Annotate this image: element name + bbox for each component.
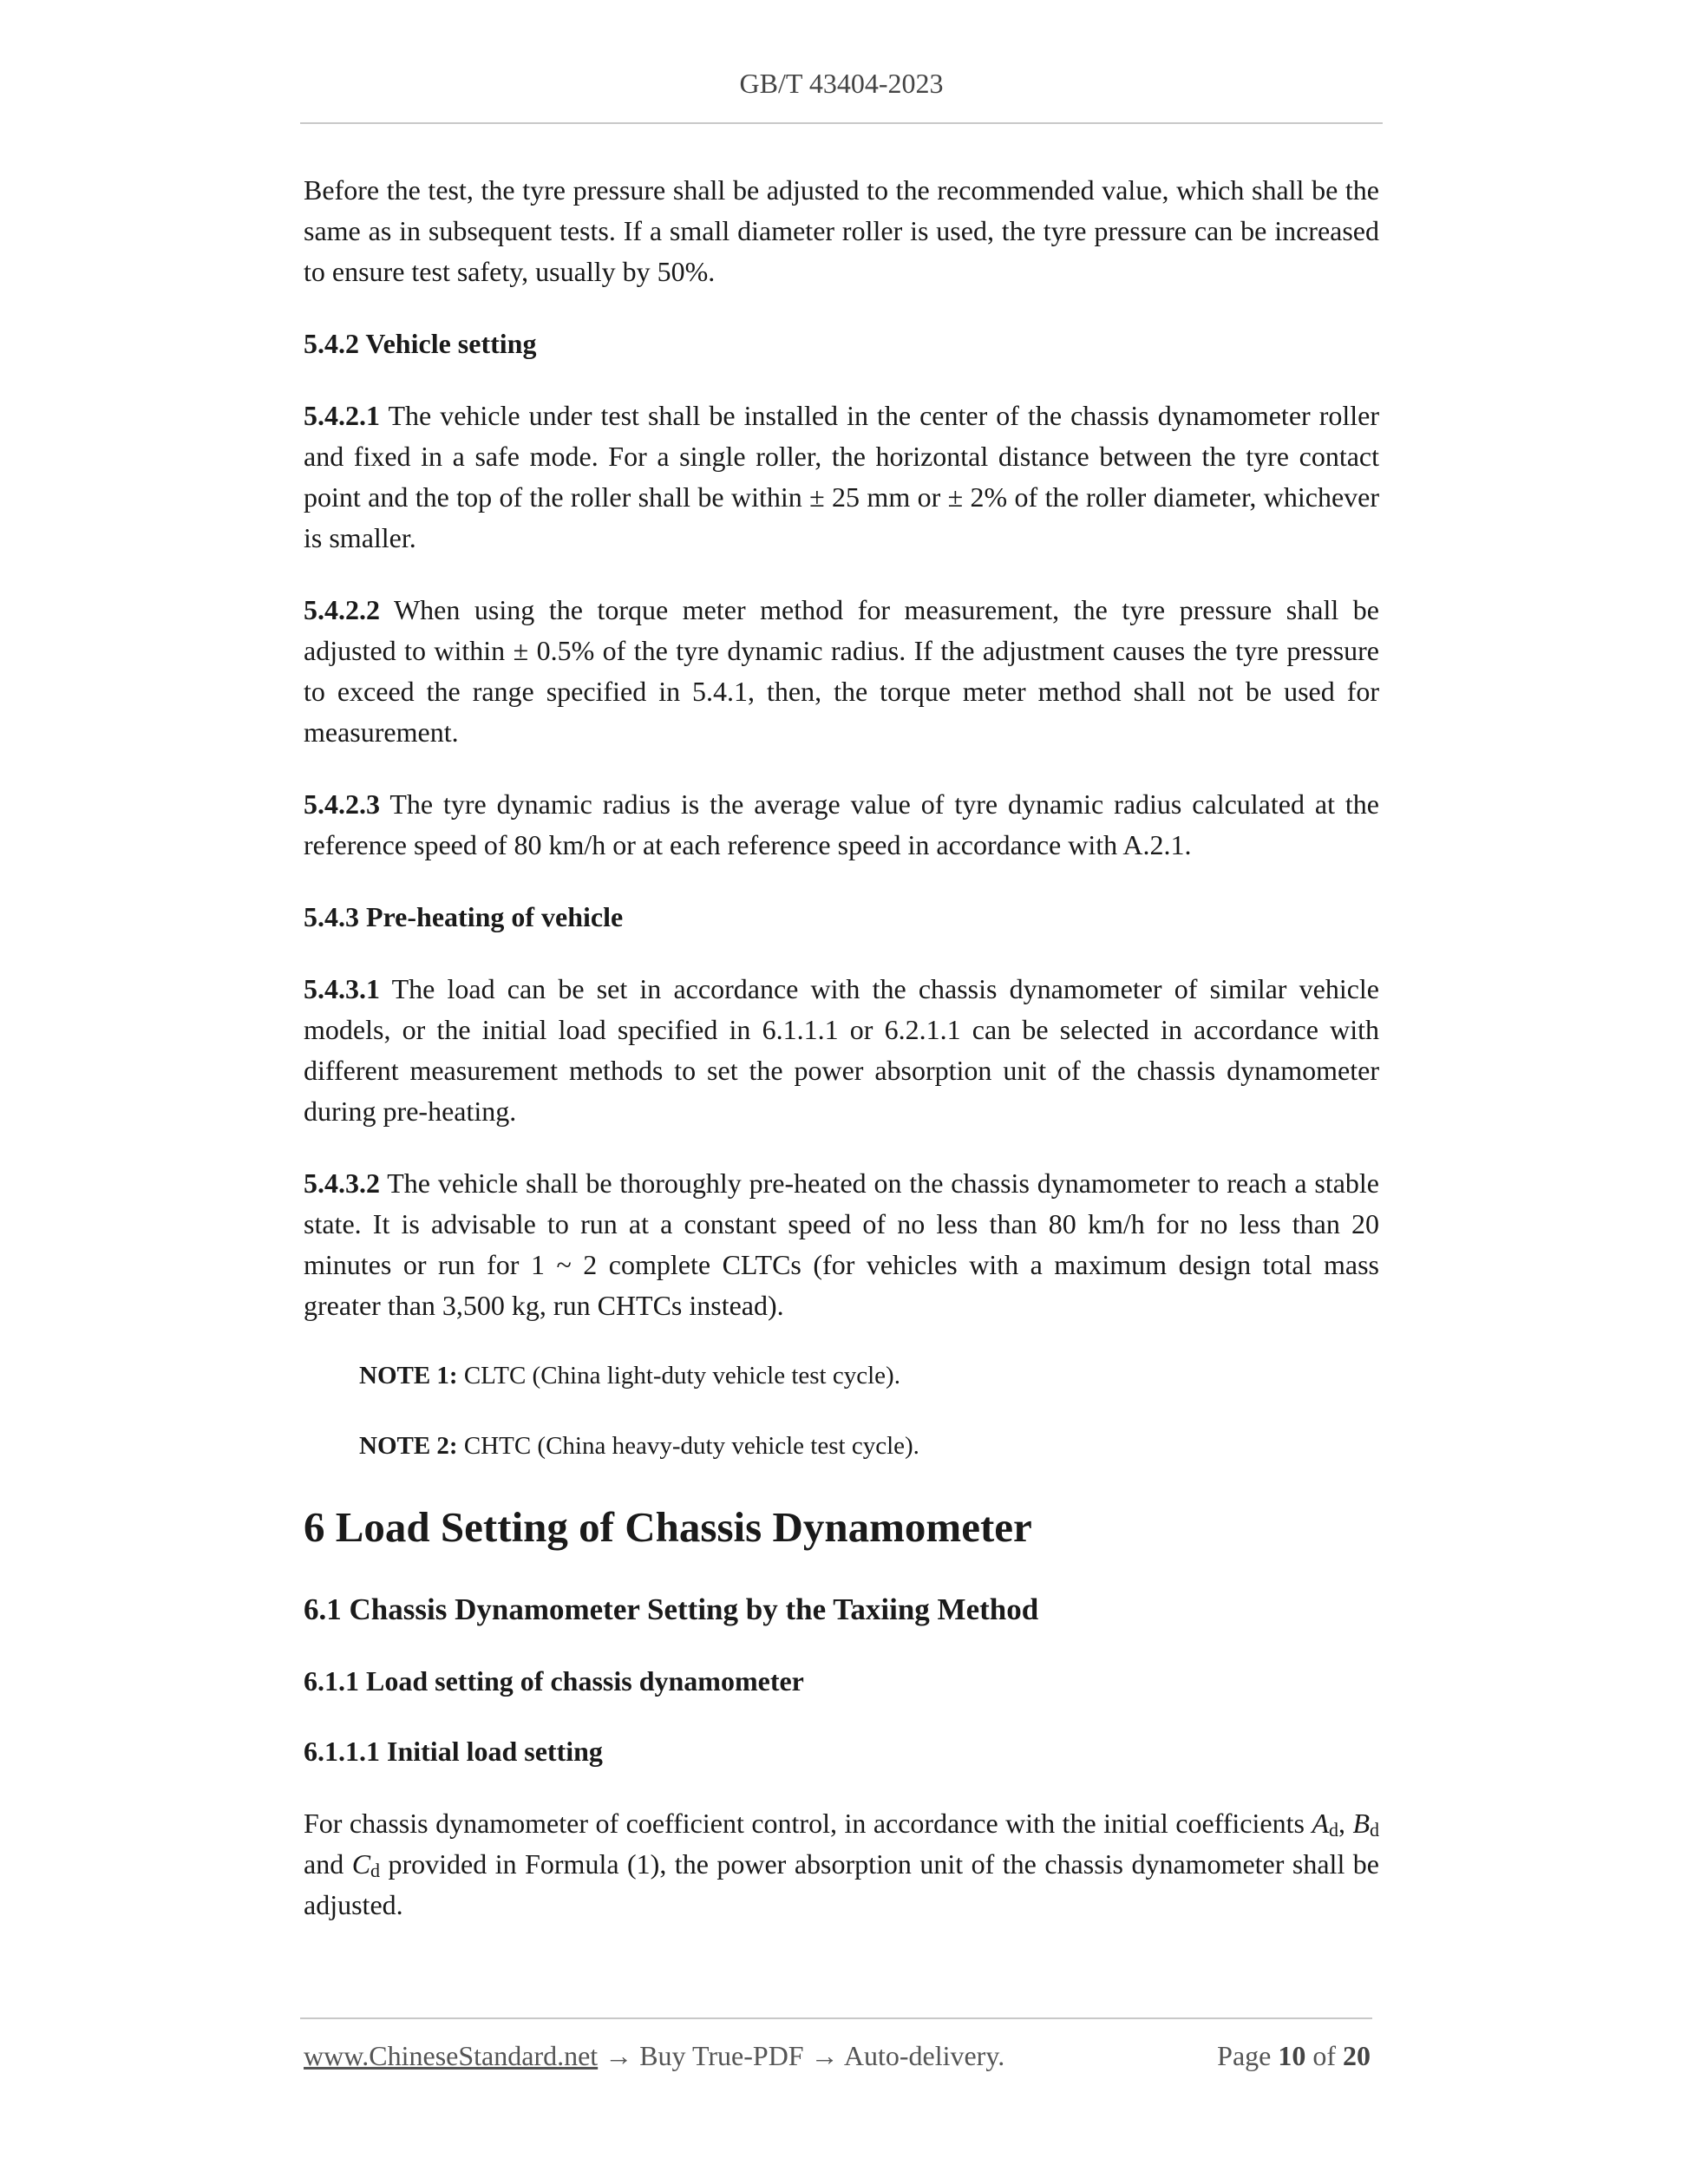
heading-5-4-3: 5.4.3 Pre-heating of vehicle (304, 901, 624, 932)
subscript-d: d (1370, 1819, 1380, 1841)
symbol-C: C (351, 1848, 371, 1880)
symbol-A: A (1312, 1808, 1329, 1839)
page-footer (304, 2037, 1371, 2075)
buy-pdf-text: Buy True-PDF (639, 2040, 804, 2071)
heading-6-1-1-1: 6.1.1.1 Initial load setting (304, 1736, 603, 1767)
clause-text: The load can be set in accordance with the chassis dynamometer of similar vehicle models, or the initial load specified in 6.1.1.1 or 6.2.1.1 can be selected in accordance with different measurement methods to set the power absorption unit of the chassis dynamometer during pre-heating. (304, 973, 1379, 1127)
clause-text: The vehicle under test shall be installed in the center of the chassis dynamometer roller and fixed in a safe mode. For a single roller, the horizontal distance between the tyre contact point and the top of the roller shall be within ± 25 mm or ± 2% of the roller diameter, whichever is smaller. (304, 400, 1379, 553)
document-code-header: GB/T 43404-2023 (739, 68, 944, 99)
heading-5-4-2: 5.4.2 Vehicle setting (304, 328, 537, 359)
note-text: CHTC (China heavy-duty vehicle test cycle). (457, 1432, 919, 1460)
clause-number: 5.4.2.3 (304, 788, 380, 820)
website-link[interactable]: www.ChineseStandard.net (304, 2040, 599, 2071)
subscript-d: d (1328, 1819, 1338, 1841)
clause-5-4-2-3 (304, 784, 1379, 866)
page-label: Page (1217, 2040, 1279, 2071)
arrow-icon: → (803, 2040, 844, 2071)
subscript-d: d (370, 1860, 381, 1881)
page-content (304, 170, 1379, 1926)
clause-number: 5.4.3.1 (304, 973, 380, 1004)
text-run: provided in Formula (1), the power absorption unit of the chassis dynamometer shall be adjusted. (304, 1848, 1380, 1920)
header-divider (300, 122, 1383, 124)
clause-text: The tyre dynamic radius is the average value of tyre dynamic radius calculated at the reference speed of 80 km/h or at each reference speed in accordance with A.2.1. (304, 788, 1379, 860)
intro-paragraph: Before the test, the tyre pressure shall be adjusted to the recommended value, which shall be the same as in subsequent tests. If a small diameter roller is used, the tyre pressure can be increased to ensure test safety, usually by 50%. (304, 174, 1379, 287)
clause-text: The vehicle shall be thoroughly pre-heated on the chassis dynamometer to reach a stable state. It is advisable to run at a constant speed of no less than 80 km/h for no less than 20 minutes or run for 1 ~ 2 complete CLTCs (for vehicles with a maximum design total mass greater than 3,500 kg, run CHTCs instead). (304, 1167, 1379, 1321)
note-1 (359, 1356, 1379, 1396)
page-indicator (1217, 2037, 1371, 2075)
arrow-icon: → (598, 2040, 640, 2071)
note-label: NOTE 2: (359, 1432, 458, 1460)
note-text: CLTC (China light-duty vehicle test cycle). (457, 1362, 900, 1390)
auto-delivery-text: Auto-delivery. (843, 2040, 1005, 2071)
heading-6-1: 6.1 Chassis Dynamometer Setting by the Taxiing Method (304, 1592, 1039, 1626)
initial-load-paragraph (304, 1803, 1379, 1926)
heading-6-1-1: 6.1.1 Load setting of chassis dynamometer (304, 1665, 804, 1697)
clause-number: 5.4.3.2 (304, 1167, 380, 1199)
of-label: of (1305, 2040, 1343, 2071)
clause-5-4-3-1 (304, 969, 1379, 1132)
symbol-B: B (1352, 1808, 1371, 1839)
note-label: NOTE 1: (359, 1362, 458, 1390)
text-run: , (1338, 1808, 1353, 1839)
clause-text: When using the torque meter method for measurement, the tyre pressure shall be adjusted to within ± 0.5% of the tyre dynamic radius. If the adjustment causes the tyre pressure to exceed the range specified in 5.4.1, then, the torque meter method shall not be used for measurement. (304, 594, 1379, 748)
heading-6: 6 Load Setting of Chassis Dynamometer (304, 1503, 1032, 1551)
clause-number: 5.4.2.1 (304, 400, 380, 431)
text-run: For chassis dynamometer of coefficient control, in accordance with the initial coefficients (304, 1808, 1312, 1839)
clause-5-4-3-2 (304, 1163, 1379, 1326)
clause-5-4-2-1 (304, 396, 1379, 559)
page-total: 20 (1343, 2040, 1371, 2071)
note-2 (359, 1426, 1379, 1467)
clause-5-4-2-2 (304, 590, 1379, 753)
footer-divider (300, 2017, 1372, 2019)
clause-number: 5.4.2.2 (304, 594, 380, 625)
page-number: 10 (1278, 2040, 1306, 2071)
text-run: and (304, 1848, 352, 1880)
